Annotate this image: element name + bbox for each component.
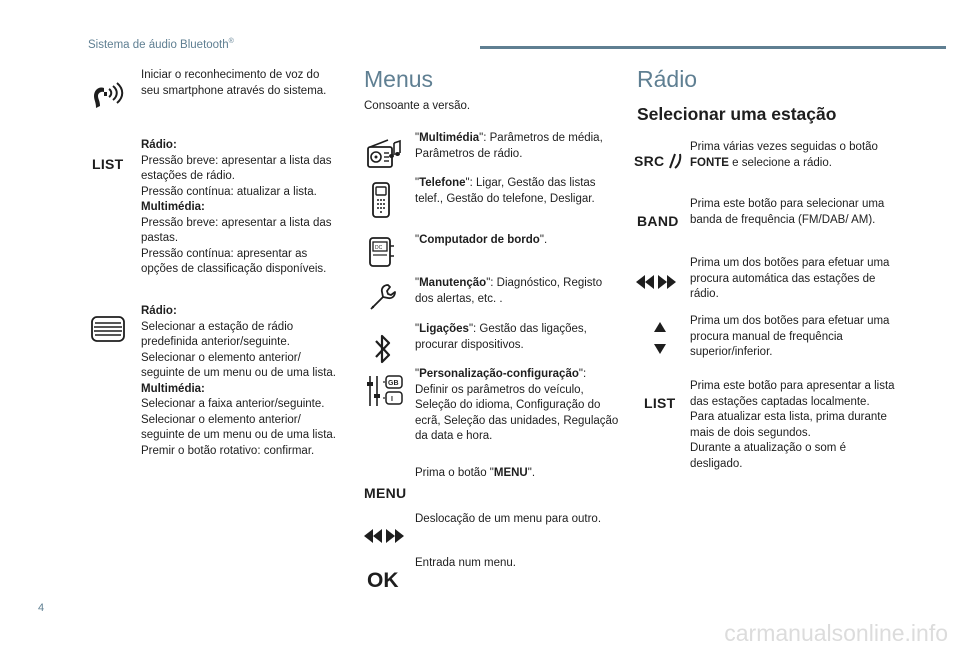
list-radio-title: Rádio: xyxy=(141,139,177,151)
rotary-radio-title: Rádio: xyxy=(141,305,177,317)
menu-item-multimedia: "Multimédia": Parâmetros de média, Parâmetros de rádio. xyxy=(415,132,603,160)
menu-button: MENU xyxy=(364,485,407,501)
svg-text:DC: DC xyxy=(375,245,383,251)
settings-icon xyxy=(366,374,406,408)
band-button: BAND xyxy=(637,213,679,229)
list-radio-text: Pressão breve: apresentar a lista das estações de rádio. xyxy=(141,154,332,182)
page-number: 4 xyxy=(38,602,45,614)
thumbwheel-description xyxy=(141,304,346,459)
up-down-arrows-icon xyxy=(653,321,667,355)
telephone-icon xyxy=(371,182,391,218)
src-button: SRC xyxy=(634,153,682,169)
list-description xyxy=(141,138,346,278)
radio-heading: Rádio xyxy=(637,66,698,92)
list-button-radio: LIST xyxy=(644,395,676,411)
ok-button: OK xyxy=(367,569,399,592)
menu-item-trip-computer: "Computador de bordo". xyxy=(415,234,548,246)
rotary-press-text: Premir o botão rotativo: confirmar. xyxy=(141,444,315,457)
list-radio-text-2: Pressão contínua: atualizar a lista. xyxy=(141,185,317,198)
trip-computer-icon xyxy=(368,236,396,268)
ok-text: Entrada num menu. xyxy=(415,557,517,569)
thumbwheel-icon xyxy=(90,316,126,342)
menus-intro: Consoante a versão. xyxy=(364,100,471,112)
rotary-media-title: Multimédia: xyxy=(141,382,205,395)
watermark: carmanualsonline.info xyxy=(724,620,948,646)
menu-item-maintenance: "Manutenção": Diagnóstico, Registo dos alertas, etc. . xyxy=(415,277,603,305)
header-bar xyxy=(480,46,946,49)
list-media-text: Pressão breve: apresentar a lista das pastas. xyxy=(141,216,332,244)
menu-button-text: Prima o botão "MENU". xyxy=(415,467,536,479)
voice-command-icon xyxy=(90,80,124,110)
bluetooth-icon xyxy=(374,332,392,366)
select-station-heading: Selecionar uma estação xyxy=(637,104,837,124)
menu-item-personalisation: "Personalização-configuração": Definir os parâmetros do veículo, Seleção do idioma, Configuração do ecrã, Seleção das unidades, Regulação da data e hora. xyxy=(415,368,619,442)
wrench-icon xyxy=(368,282,398,312)
list-media-title: Multimédia: xyxy=(141,201,205,213)
manual-search-text: Prima um dos botões para efetuar uma procura manual de frequência superior/inferior. xyxy=(690,315,890,358)
rotary-media-text: Selecionar a faixa anterior/seguinte. xyxy=(141,398,325,410)
menus-heading: Menus xyxy=(364,66,434,92)
seek-text: Prima um dos botões para efetuar uma procura automática das estações de rádio. xyxy=(690,257,890,300)
src-text: Prima várias vezes seguidas o botão FONTE e selecione a rádio. xyxy=(690,141,878,169)
rotary-radio-text-2: Selecionar o elemento anterior/ seguinte de um menu ou de uma lista. xyxy=(141,351,336,379)
seek-arrows-icon xyxy=(636,274,676,290)
header-title: Sistema de áudio Bluetooth® xyxy=(88,38,234,51)
src-slash-icon xyxy=(666,153,682,169)
list-radio-text: Prima este botão para apresentar a lista das estações captadas localmente. Para atualizar esta lista, prima durante mais de dois segundos. Durante a atualização o som é desligado. xyxy=(690,380,895,470)
svg-text:I: I xyxy=(391,396,393,403)
menu-item-connections: "Ligações": Gestão das ligações, procurar dispositivos. xyxy=(415,323,587,351)
list-media-text-2: Pressão contínua: apresentar as opções de classificação disponíveis. xyxy=(141,247,327,275)
voice-command-text: Iniciar o reconhecimento de voz do seu smartphone através do sistema. xyxy=(141,69,327,97)
left-right-arrows-icon xyxy=(364,528,404,544)
menu-item-telephone: "Telefone": Ligar, Gestão das listas telef., Gestão do telefone, Desligar. xyxy=(415,177,596,205)
arrows-text: Deslocação de um menu para outro. xyxy=(415,513,602,525)
list-button: LIST xyxy=(92,156,124,172)
multimedia-icon xyxy=(366,137,402,171)
band-text: Prima este botão para selecionar uma banda de frequência (FM/DAB/ AM). xyxy=(690,198,885,226)
rotary-media-text-2: Selecionar o elemento anterior/ seguinte de um menu ou de uma lista. xyxy=(141,413,336,441)
rotary-radio-text: Selecionar a estação de rádio predefinida anterior/seguinte. xyxy=(141,320,294,348)
svg-text:GB: GB xyxy=(388,380,399,387)
